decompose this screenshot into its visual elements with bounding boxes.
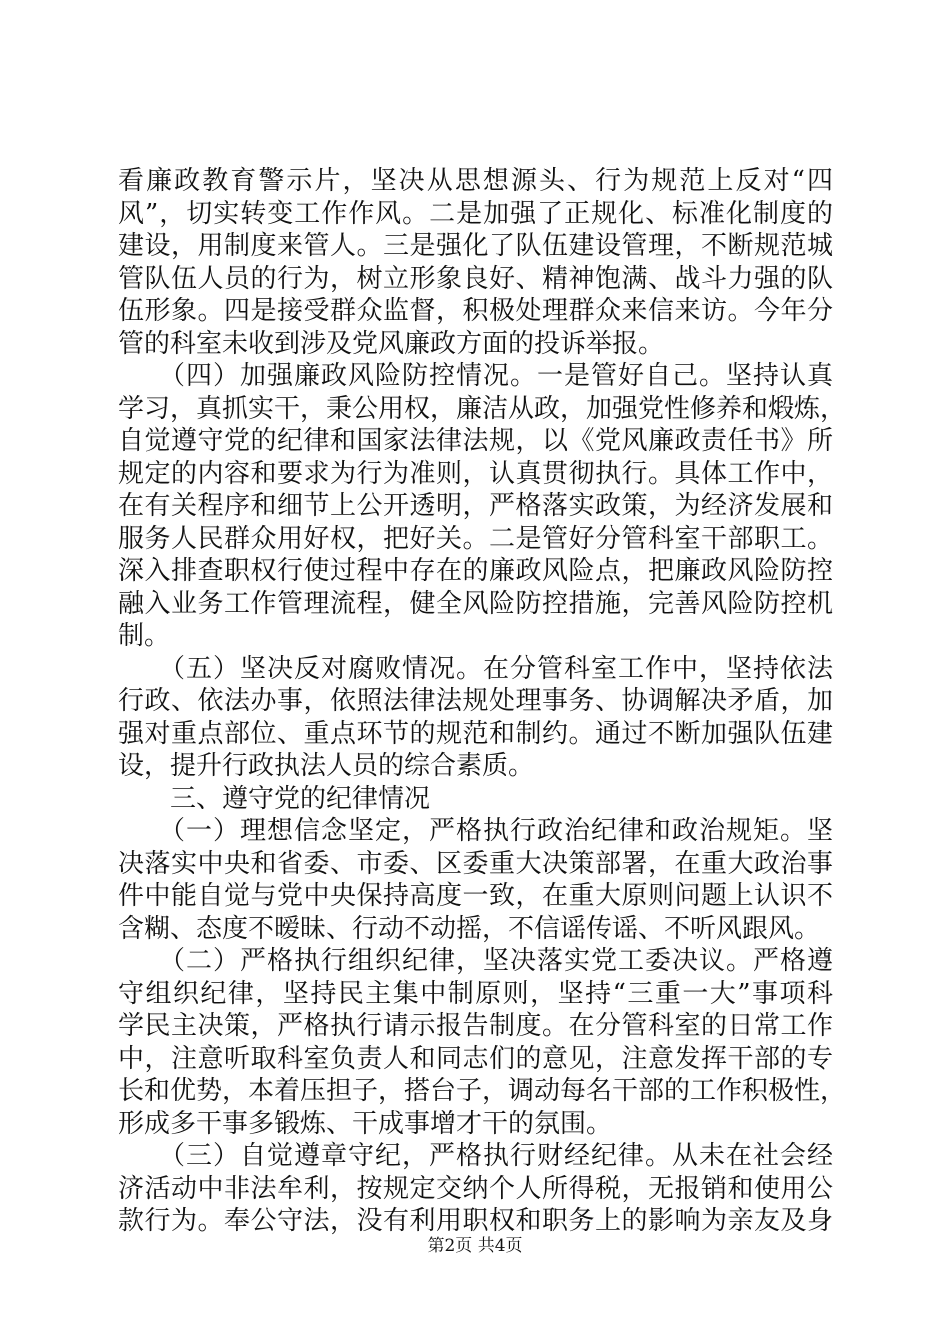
- page-number-footer: 第2页 共4页: [427, 1236, 523, 1256]
- text-line: （一）理想信念坚定，严格执行政治纪律和政治规矩。坚: [118, 816, 833, 846]
- text-line: 决落实中央和省委、市委、区委重大决策部署，在重大政治事: [118, 849, 833, 879]
- text-line: 形成多干事多锻炼、干成事增才干的氛围。: [118, 1109, 613, 1139]
- text-line: （四）加强廉政风险防控情况。一是管好自己。坚持认真: [118, 361, 833, 391]
- text-line: 建设，用制度来管人。三是强化了队伍建设管理，不断规范城: [118, 231, 833, 261]
- text-line: 含糊、态度不暧昧、行动不动摇，不信谣传谣、不听风跟风。: [118, 914, 821, 944]
- section-heading: 三、遵守党的纪律情况: [118, 784, 431, 814]
- text-line: 在有关程序和细节上公开透明，严格落实政策，为经济发展和: [118, 491, 833, 521]
- text-line: 服务人民群众用好权，把好关。二是管好分管科室干部职工。: [118, 524, 833, 554]
- text-line: （三）自觉遵章守纪，严格执行财经纪律。从未在社会经: [118, 1141, 833, 1171]
- text-line: 风”，切实转变工作作风。二是加强了正规化、标准化制度的: [118, 199, 833, 229]
- text-line: 管的科室未收到涉及党风廉政方面的投诉举报。: [118, 329, 665, 359]
- text-line: 管队伍人员的行为，树立形象良好、精神饱满、战斗力强的队: [118, 264, 833, 294]
- text-line: 深入排查职权行使过程中存在的廉政风险点，把廉政风险防控: [118, 556, 833, 586]
- text-line: 制。: [118, 621, 171, 651]
- text-line: 学习，真抓实干，秉公用权，廉洁从政，加强党性修养和煅炼，: [118, 394, 847, 424]
- text-line: 款行为。奉公守法，没有利用职权和职务上的影响为亲友及身: [118, 1206, 833, 1236]
- text-line: 伍形象。四是接受群众监督，积极处理群众来信来访。今年分: [118, 296, 833, 326]
- text-line: 强对重点部位、重点环节的规范和制约。通过不断加强队伍建: [118, 719, 833, 749]
- text-line: 规定的内容和要求为行为准则，认真贯彻执行。具体工作中，: [118, 459, 833, 489]
- text-line: （五）坚决反对腐败情况。在分管科室工作中，坚持依法: [118, 654, 833, 684]
- text-line: 长和优势，本着压担子，搭台子，调动每名干部的工作积极性，: [118, 1076, 847, 1106]
- text-line: 守组织纪律，坚持民主集中制原则，坚持“三重一大”事项科: [118, 979, 833, 1009]
- text-line: 件中能自觉与党中央保持高度一致，在重大原则问题上认识不: [118, 881, 833, 911]
- text-line: （二）严格执行组织纪律，坚决落实党工委决议。严格遵: [118, 946, 833, 976]
- text-line: 中，注意听取科室负责人和同志们的意见，注意发挥干部的专: [118, 1044, 833, 1074]
- text-line: 设，提升行政执法人员的综合素质。: [118, 751, 535, 781]
- text-line: 学民主决策，严格执行请示报告制度。在分管科室的日常工作: [118, 1011, 833, 1041]
- text-line: 看廉政教育警示片，坚决从思想源头、行为规范上反对“四: [118, 166, 833, 196]
- text-line: 济活动中非法牟利，按规定交纳个人所得税，无报销和使用公: [118, 1174, 833, 1204]
- text-line: 自觉遵守党的纪律和国家法律法规，以《党风廉政责任书》所: [118, 426, 833, 456]
- text-line: 行政、依法办事，依照法律法规处理事务、协调解决矛盾，加: [118, 686, 833, 716]
- text-line: 融入业务工作管理流程，健全风险防控措施，完善风险防控机: [118, 589, 833, 619]
